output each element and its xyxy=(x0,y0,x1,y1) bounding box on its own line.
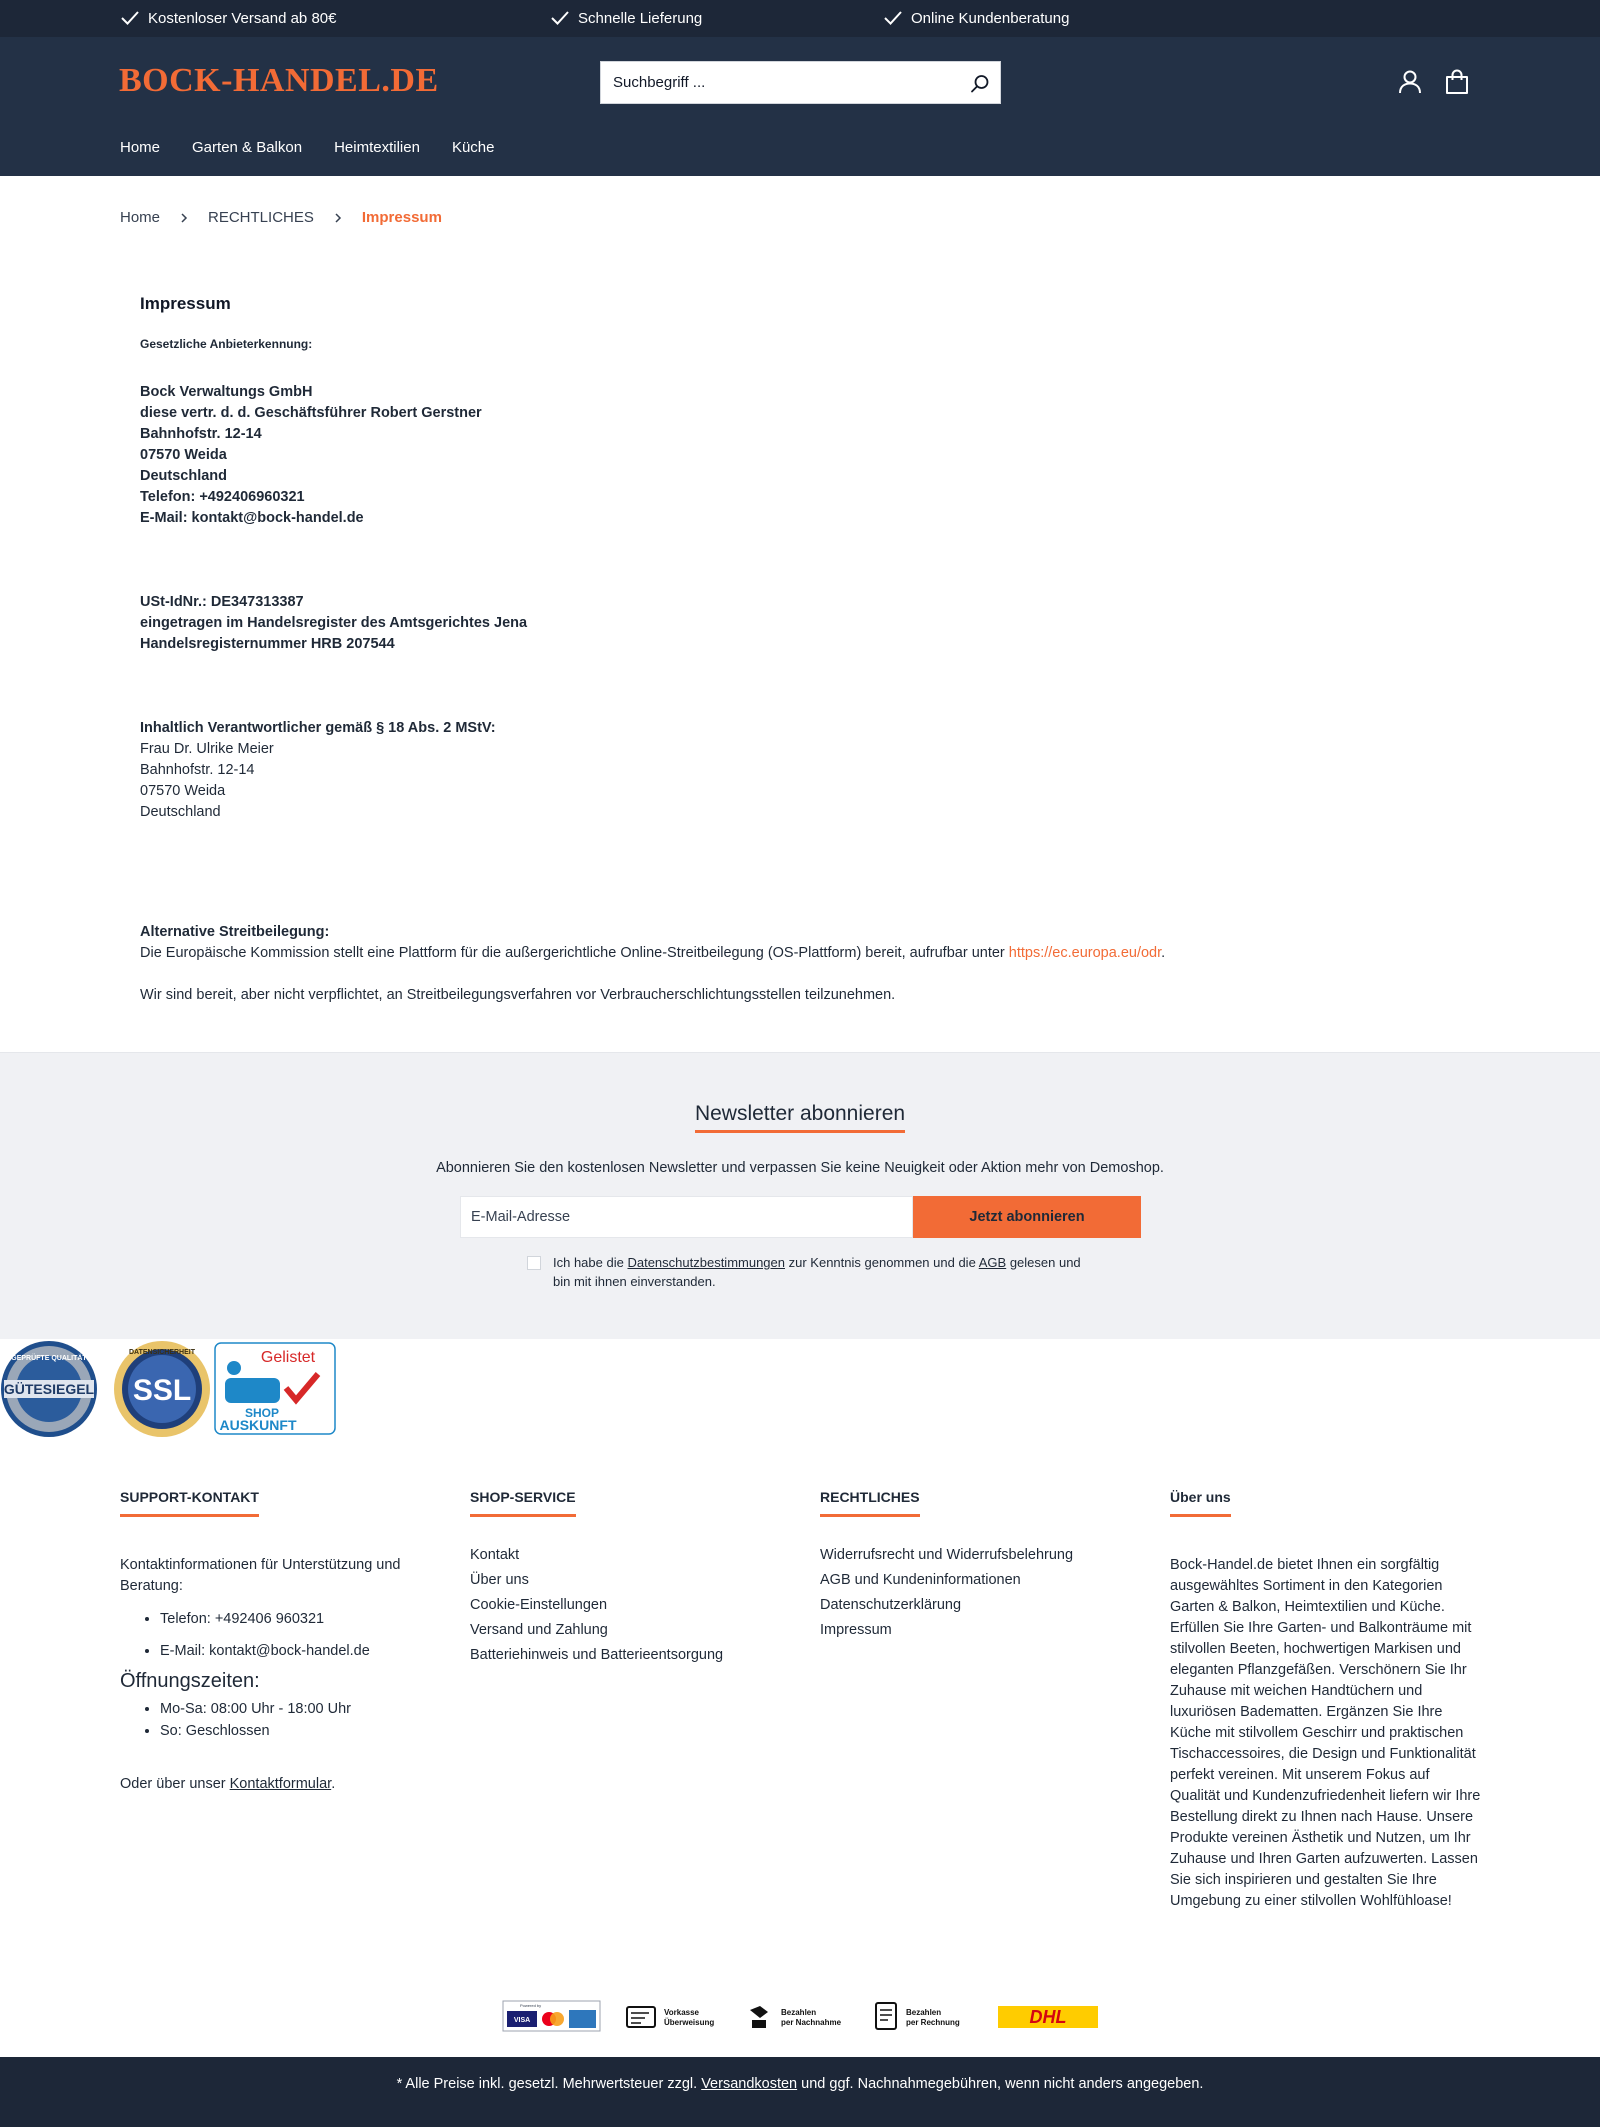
support-phone: • Telefon: +492406 960321 xyxy=(160,1603,430,1635)
visa-text: VISA xyxy=(513,2017,531,2024)
privacy-link[interactable]: Datenschutzbestimmungen xyxy=(627,1255,785,1270)
usp-item xyxy=(550,9,702,27)
footer-link-datenschutz[interactable]: Datenschutzerklärung xyxy=(820,1597,962,1613)
footer-about-title: Über uns xyxy=(1170,1487,1231,1517)
invoice-line-1: Bezahlen xyxy=(906,2008,942,2017)
prepay-line-1: Vorkasse xyxy=(664,2008,699,2017)
footer-link-widerruf[interactable]: Widerrufsrecht und Widerrufsbelehrung xyxy=(820,1547,1074,1563)
support-intro: Kontaktinformationen für Unterstützung und Beratung: xyxy=(120,1557,401,1594)
dispute-end: . xyxy=(1161,945,1166,961)
nav-item-kueche[interactable]: Küche xyxy=(451,139,495,156)
dhl-text: DHL xyxy=(1029,2007,1067,2027)
footer-legal-column xyxy=(820,1487,1130,1643)
responsible-line: Bahnhofstr. 12-14 xyxy=(140,762,255,778)
footer-link-cookie-settings[interactable]: Cookie-Einstellungen xyxy=(470,1597,608,1613)
subscribe-button[interactable]: Jetzt abonnieren xyxy=(913,1196,1141,1238)
account-icon[interactable] xyxy=(1396,68,1424,96)
support-email: • E-Mail: kontakt@bock-handel.de xyxy=(160,1635,430,1667)
footer-service-column xyxy=(470,1487,780,1668)
cash-on-delivery-logo xyxy=(750,2006,842,2028)
newsletter-title: Newsletter abonnieren xyxy=(695,1102,905,1133)
footer-support-title: SUPPORT-KONTAKT xyxy=(120,1487,259,1517)
consent-text xyxy=(553,1253,1087,1291)
legal-links xyxy=(820,1543,1130,1643)
footer-support-column xyxy=(120,1487,430,1795)
dispute-label: Alternative Streitbeilegung: xyxy=(140,924,330,940)
nav-item-garten-balkon[interactable]: Garten & Balkon xyxy=(192,139,303,156)
company-line: 07570 Weida xyxy=(140,447,227,463)
opening-hours-item: • Mo-Sa: 08:00 Uhr - 18:00 Uhr xyxy=(160,1698,430,1720)
consent-part: zur Kenntnis genommen und die xyxy=(788,1255,976,1270)
dispute-note: Wir sind bereit, aber nicht verpflichtet, an Streitbeilegungsverfahren vor Verbraucherschlichtungsstellen teilzunehmen. xyxy=(140,987,896,1003)
search-box xyxy=(600,61,1001,104)
credit-card-logo xyxy=(503,2001,600,2031)
agb-link[interactable]: AGB xyxy=(978,1255,1007,1270)
cod-line-1: Bezahlen xyxy=(781,2008,817,2017)
logo[interactable]: BOCK-HANDEL.DE xyxy=(119,62,439,99)
register-line: USt-IdNr.: DE347313387 xyxy=(140,594,304,610)
footer-link-agb[interactable]: AGB und Kundeninformationen xyxy=(820,1572,1021,1588)
payment-methods xyxy=(0,1998,1600,2034)
site-header xyxy=(0,37,1600,176)
seal-shop-text: SHOP xyxy=(244,1406,280,1420)
breadcrumb-home[interactable]: Home xyxy=(120,209,161,226)
responsible-line: Frau Dr. Ulrike Meier xyxy=(140,741,274,757)
usp-item xyxy=(120,9,336,27)
prepay-line-2: Überweisung xyxy=(664,2018,715,2027)
seal-gelistet-text: Gelistet xyxy=(260,1349,316,1366)
newsletter-form xyxy=(460,1196,1141,1238)
register-line: Handelsregisternummer HRB 207544 xyxy=(140,636,395,652)
consent-part: gelesen und bin mit ihnen einverstanden. xyxy=(553,1255,1081,1289)
shopauskunft-seal[interactable] xyxy=(215,1343,335,1434)
provider-label: Gesetzliche Anbieterkennung: xyxy=(140,337,313,351)
invoice-line-2: per Rechnung xyxy=(906,2018,960,2027)
newsletter-section xyxy=(0,1052,1600,1339)
usp-item xyxy=(883,9,1069,27)
seal-auskunft-text: AUSKUNFT xyxy=(219,1417,297,1433)
footer-link-impressum[interactable]: Impressum xyxy=(820,1622,892,1638)
nav-item-home[interactable]: Home xyxy=(120,139,161,156)
search-input[interactable] xyxy=(601,62,941,103)
seal-ring-text: DATENSICHERHEIT xyxy=(129,1349,195,1356)
main-navigation xyxy=(120,139,495,156)
price-note-prefix: * Alle Preise inkl. gesetzl. Mehrwertsteuer zzgl. xyxy=(396,2076,698,2092)
register-block xyxy=(140,592,1460,655)
usp-bar xyxy=(0,0,1600,37)
footer-service-title: SHOP-SERVICE xyxy=(470,1487,576,1517)
footer-legal-title: RECHTLICHES xyxy=(820,1487,920,1517)
chevron-right-icon xyxy=(174,211,194,225)
responsible-line: 07570 Weida xyxy=(140,783,226,799)
dispute-sentence: Die Europäische Kommission stellt eine Plattform für die außergerichtliche Online-Streitbeilegung (OS-Plattform) bereit, aufrufbar unter xyxy=(140,945,1005,961)
breadcrumb-current: Impressum xyxy=(361,209,442,226)
newsletter-consent xyxy=(527,1253,1087,1291)
checkmark-icon xyxy=(883,9,903,27)
usp-text: Online Kundenberatung xyxy=(911,9,1070,27)
opening-hours-item: • So: Geschlossen xyxy=(160,1720,430,1742)
chevron-right-icon xyxy=(328,211,348,225)
seal-top-text: GEPRÜFTE QUALITÄT xyxy=(11,1355,87,1362)
newsletter-description: Abonnieren Sie den kostenlosen Newsletter und verpassen Sie keine Neuigkeit oder Aktion mehr von Demoshop. xyxy=(436,1160,1164,1176)
breadcrumb-rechtliches[interactable]: RECHTLICHES xyxy=(208,209,314,226)
shipping-costs-link[interactable]: Versandkosten xyxy=(701,2076,798,2092)
opening-hours-title: Öffnungszeiten: xyxy=(120,1670,260,1692)
footer-link-batterie[interactable]: Batteriehinweis und Batterieentsorgung xyxy=(470,1647,724,1663)
opening-hours-list xyxy=(160,1698,430,1742)
prepayment-logo xyxy=(627,2007,714,2027)
legal-footer-bar xyxy=(0,2057,1600,2127)
about-text: Bock-Handel.de bietet Ihnen ein sorgfältig ausgewähltes Sortiment in den Kategorien Garten & Balkon, Heimtextilien und Küche. Erfüllen Sie Ihre Garten- und Balkonträume mit stilvollen Beeten, hochwertigen Markisen und eleganten Pflanzgefäßen. Verschönern Sie Ihr Zuhause mit weichen Handtüchern und luxuriösen Badematten. Ergänzen Sie Ihre Küche mit stilvollem Geschirr und praktischen Tischaccessoires, die Design und Funktionalität perfekt vereinen. Mit unserem Fokus auf Qualität und Kundenzufriedenheit liefern wir Ihre Bestellung direkt zu Ihnen nach Hause. Unsere Produkte vereinen Ästhetik und Nutzen, um Ihr Zuhause und Ihren Garten aufzuwerten. Lassen Sie sich inspirieren und gestalten Sie Ihre Umgebung zu einer stilvollen Wohlfühloase! xyxy=(1170,1557,1481,1909)
guetesiegel-seal[interactable] xyxy=(1,1341,97,1437)
card-powered-text: Powered by xyxy=(520,2003,542,2008)
page-title: Impressum xyxy=(140,294,231,313)
footer-about-column xyxy=(1170,1487,1482,1912)
invoice-logo xyxy=(876,2003,960,2029)
cart-icon[interactable] xyxy=(1443,68,1471,96)
responsible-block xyxy=(140,718,1460,823)
service-links xyxy=(470,1543,780,1668)
company-line: Telefon: +492406960321 xyxy=(140,489,305,505)
dhl-logo xyxy=(998,2006,1098,2028)
impressum-content xyxy=(140,293,1460,1006)
usp-text: Schnelle Lieferung xyxy=(578,9,703,27)
company-block xyxy=(140,382,1460,529)
footer-link-kontakt[interactable]: Kontakt xyxy=(470,1547,520,1563)
footer-link-versand[interactable]: Versand und Zahlung xyxy=(470,1622,608,1638)
company-line: diese vertr. d. d. Geschäftsführer Robert Gerstner xyxy=(140,405,482,421)
consent-part: Ich habe die xyxy=(553,1255,624,1270)
company-line: Bock Verwaltungs GmbH xyxy=(140,384,313,400)
seal-main-text: GÜTESIEGEL xyxy=(3,1381,95,1397)
contact-form-line xyxy=(120,1774,430,1795)
ssl-seal[interactable] xyxy=(114,1341,210,1437)
contact-form-suffix: . xyxy=(331,1776,336,1792)
responsible-label: Inhaltlich Verantwortlicher gemäß § 18 Abs. 2 MStV: xyxy=(140,720,496,736)
company-line: Bahnhofstr. 12-14 xyxy=(140,426,262,442)
usp-text: Kostenloser Versand ab 80€ xyxy=(148,9,337,27)
breadcrumb xyxy=(120,209,442,226)
newsletter-email-input[interactable] xyxy=(460,1196,913,1238)
responsible-line: Deutschland xyxy=(140,804,221,820)
odr-link[interactable]: https://ec.europa.eu/odr xyxy=(1008,945,1162,961)
trust-seals xyxy=(0,1340,360,1440)
checkmark-icon xyxy=(120,9,140,27)
company-line: Deutschland xyxy=(140,468,228,484)
cod-line-2: per Nachnahme xyxy=(781,2018,842,2027)
price-note-suffix: und ggf. Nachnahmegebühren, wenn nicht anders angegeben. xyxy=(801,2076,1204,2092)
seal-ssl-text: SSL xyxy=(132,1374,192,1407)
register-line: eingetragen im Handelsregister des Amtsgerichtes Jena xyxy=(140,615,528,631)
nav-item-heimtextilien[interactable]: Heimtextilien xyxy=(334,139,420,156)
footer-link-ueber-uns[interactable]: Über uns xyxy=(470,1572,529,1588)
dispute-text xyxy=(140,943,1460,964)
contact-form-link[interactable]: Kontaktformular xyxy=(229,1776,332,1792)
support-contact-list xyxy=(160,1603,430,1667)
dispute-block xyxy=(140,922,1460,1006)
checkmark-icon xyxy=(550,9,570,27)
company-line: E-Mail: kontakt@bock-handel.de xyxy=(140,510,364,526)
contact-form-prefix: Oder über unser xyxy=(120,1776,226,1792)
search-icon[interactable] xyxy=(968,72,992,96)
consent-checkbox[interactable] xyxy=(527,1256,541,1270)
